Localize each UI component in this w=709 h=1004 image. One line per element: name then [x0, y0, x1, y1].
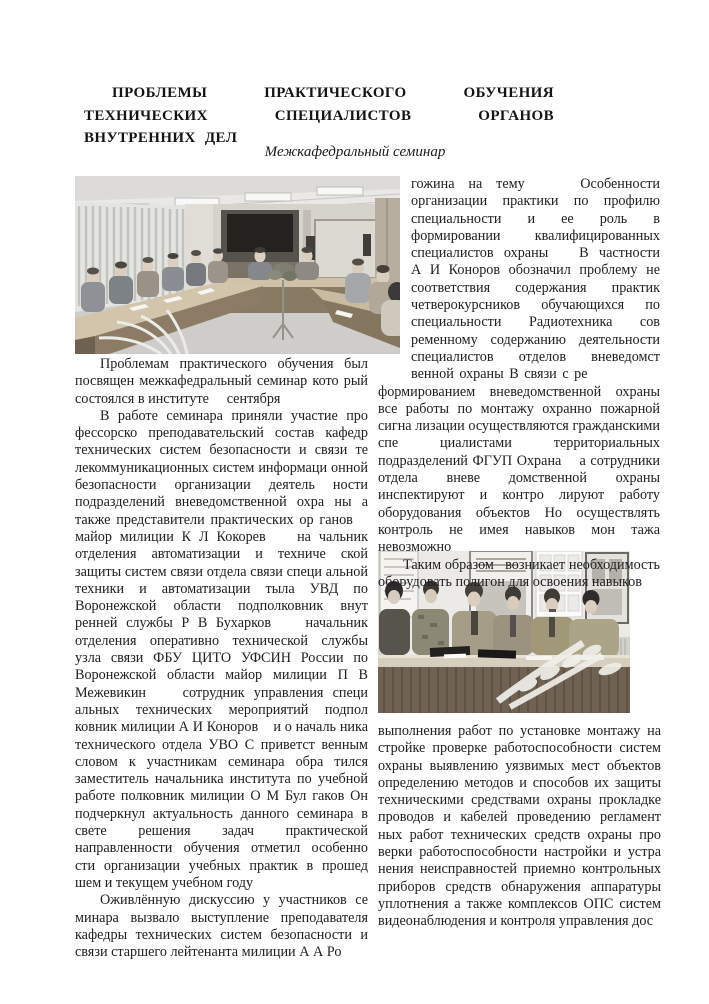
paragraph-participants: В работе семинара приняли участие про фессорско преподавательский состав кафедр технических систем безопасности и связи те лекоммуникационных систем информаци онной безопасности организации деятель ности подразделений вневедомственной охра ны а также представители практических ор ганов майор милиции К Л Кокорев на чальник отделения автоматизации и техниче ской защиты систем связи отдела связи специ альной техники и автоматизации тыла УВД по Воронежской области подполковник внут ренней службы Р В Бухарков начальник отделения оперативно технической службы узла связи ФБУ ЦИТО УФСИН России по Воронежской области майор милиции П В Межевикин сотрудник управления специ альных технических мероприятий подпол ковник милиции А И Коноров и о началь ника технического отдела УВО С приветст венным словом к участникам семинара обра тился заместитель начальника института по учебной работе полковник милиции О М Бул гаков Он подчеркнул актуальность данного семинара в свете решения задач практической направленности обучения отметил особенно сти организации учебных практик в прошед шем и текущем учебном году: [75, 407, 368, 891]
paragraph-discussion: Оживлённую дискуссию у участников се минара вызвало выступление преподавателя кафедры технических систем безопасности и связи старшего лейтенанта милиции А А Ро: [75, 892, 368, 961]
paragraph-works: выполнения работ по установке монтажу на стройке проверке работоспособности систем охраны выявлению уязвимых мест объектов определению методов и способов их защиты техническими средствами охраны прокладке проводов и кабелей проведению регламент ных работ технических средств охраны про верки работоспособности настройки и устра нения неисправностей приемно контрольных приборов средств обнаружения аппаратуры уплотнения а также комплексов ОПС систем видеонаблюдения и контроля управления дос: [378, 723, 661, 930]
paragraph-reform: формированием вневедомственной охраны все работы по монтажу охранно пожарной сигна лизации осуществляются гражданскими спе циалистами территориальных подразделений ФГУП Охрана а сотрудники отдела вневе домственной охраны инспектируют и контро лируют работу оборудования объектов Но осуществлять контроль не имея навыков мон тажа невозможно: [378, 383, 660, 556]
left-column: [75, 356, 368, 961]
article-title: ПРОБЛЕМЫ ПРАКТИЧЕСКОГО ОБУЧЕНИЯ ТЕХНИЧЕСКИХ СПЕЦИАЛИСТОВ ОРГАНОВ ВНУТРЕННИХ ДЕЛ: [84, 85, 554, 146]
paragraph-topic: гожина на тему Особенности организации практики по профилю специальности и ее роль в формировании квалифицированных специалистов охраны В частности А И Коноров обозначил проблему не соответствия содержания практик четверокурсников обучающихся по специальности Радиотехника сов ременному содержанию деятельности специалистов отделов вневедомст венной охраны В связи с ре: [411, 176, 660, 383]
photo-seminar-room: [75, 176, 400, 354]
right-column-top: [378, 176, 660, 591]
seminar-room-illustration: [75, 176, 400, 354]
article-subtitle: Межкафедральный семинар: [264, 144, 446, 160]
paragraph-intro: Проблемам практического обучения был посвящен межкафедральный семинар кото рый состоялся в институте сентября: [75, 356, 368, 407]
right-column-bottom: [378, 723, 661, 931]
paragraph-polygon: Таким образом возникает необходимость оборудовать полигон для освоения навыков: [378, 556, 660, 590]
